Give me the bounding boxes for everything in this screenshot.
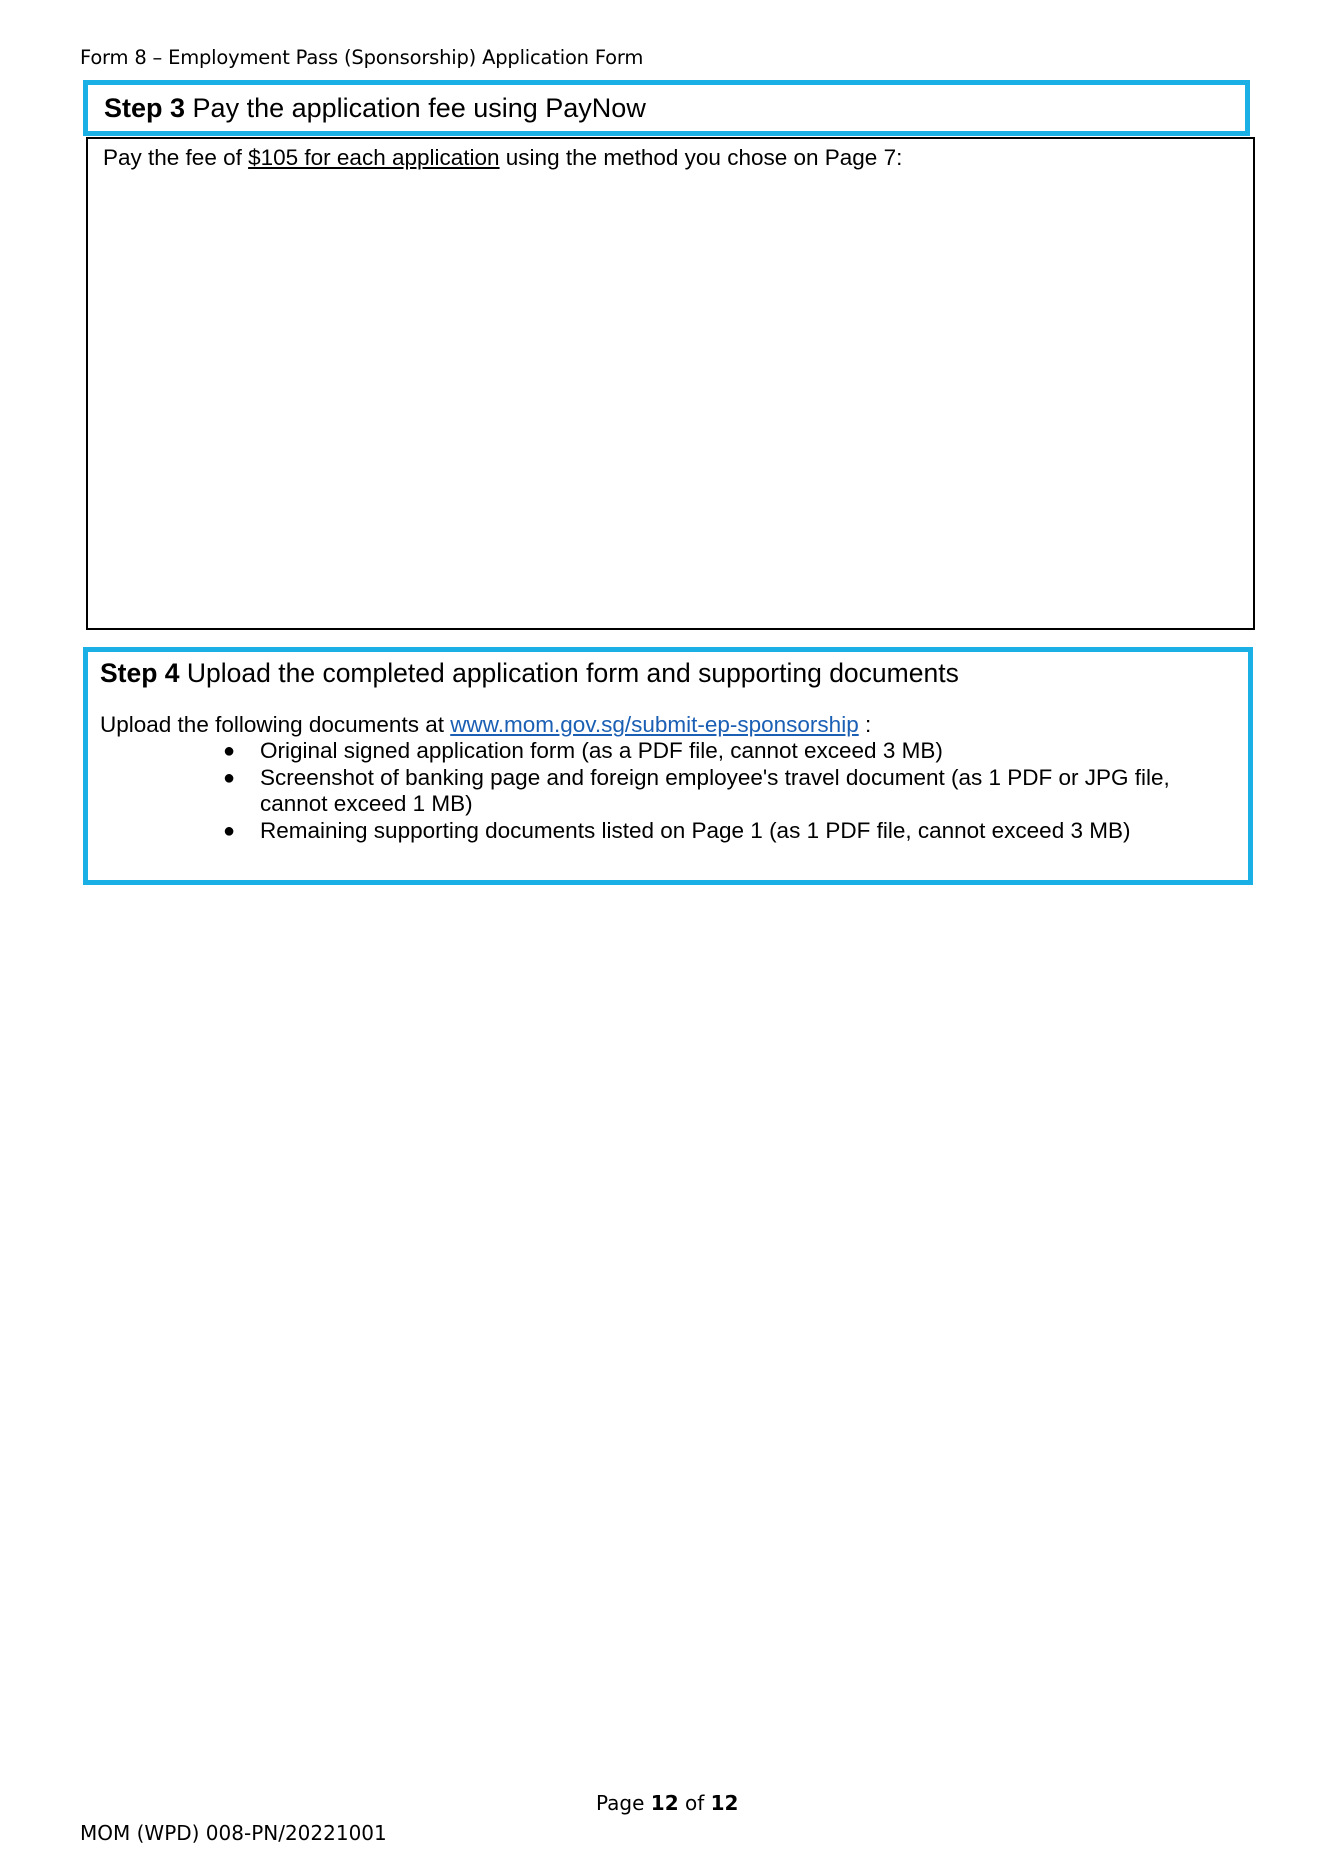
document-item-text: Original signed application form (as a PDF file, cannot exceed 3 MB) [260,738,943,763]
bullet-icon: ● [223,819,236,842]
step4-title: Upload the completed application form and supporting documents [186,658,959,688]
step3-label: Step 3 [104,92,186,123]
page-current: 12 [650,1791,679,1815]
page-number [596,1791,738,1815]
step4-header [100,656,1248,690]
list-item [100,738,1248,765]
upload-instruction-suffix: : [858,712,872,737]
payment-instruction-suffix: using the method you chose on Page 7: [499,145,903,170]
list-item [100,765,1248,818]
page-word: Page [596,1791,645,1815]
step4-label: Step 4 [100,658,180,688]
payment-instruction-prefix: Pay the fee of [103,145,249,170]
page-total: 12 [710,1791,739,1815]
document-list [100,738,1248,844]
bullet-icon: ● [223,740,236,762]
step4-section [83,647,1253,885]
upload-instruction-prefix: Upload the following documents at [100,712,451,737]
bullet-icon: ● [223,766,236,789]
payment-box [86,137,1255,630]
list-item [100,818,1248,845]
submit-ep-sponsorship-link[interactable]: www.mom.gov.sg/submit-ep-sponsorship [450,712,859,737]
of-word: of [684,1791,705,1815]
step3-header [83,80,1250,136]
upload-instruction [100,712,1248,738]
form-title: Form 8 – Employment Pass (Sponsorship) Application Form [80,46,644,69]
document-code: MOM (WPD) 008-PN/20221001 [80,1821,387,1845]
document-item-text: Remaining supporting documents listed on Page 1 (as 1 PDF file, cannot exceed 3 MB) [260,817,1131,843]
fee-amount: $105 for each application [248,145,500,170]
step3-title: Pay the application fee using PayNow [192,92,646,123]
document-item-text: Screenshot of banking page and foreign employee's travel document (as 1 PDF or JPG file, cannot exceed 1 MB) [260,764,1170,816]
